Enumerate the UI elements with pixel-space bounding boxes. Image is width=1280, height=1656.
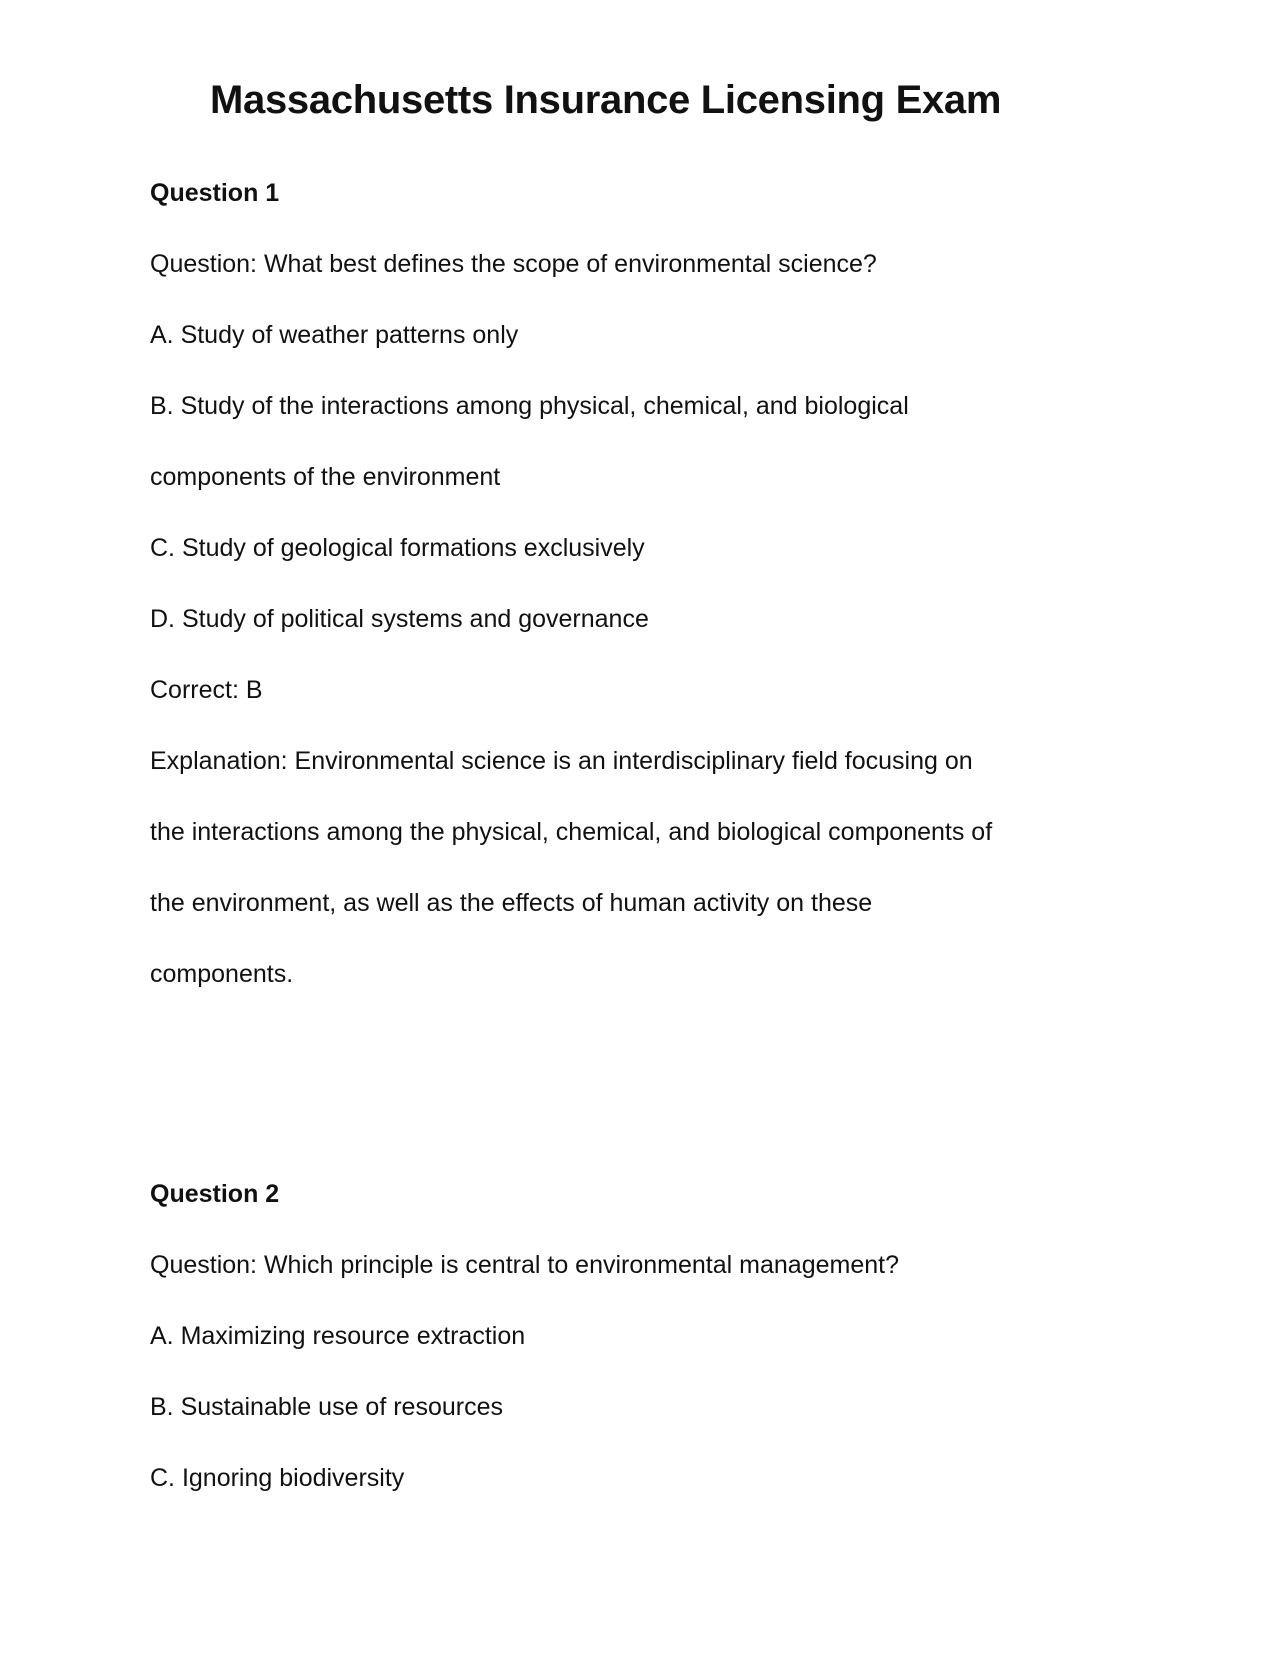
question-1-option-d: D. Study of political systems and governance (150, 605, 649, 633)
question-2-heading: Question 2 (150, 1180, 280, 1208)
question-2-option-c: C. Ignoring biodiversity (150, 1464, 405, 1492)
question-1-correct-answer: Correct: B (150, 676, 263, 704)
question-1-heading: Question 1 (150, 179, 280, 207)
question-1-explanation: Explanation: Environmental science is an interdisciplinary field focusing on (150, 747, 973, 775)
question-2-option-b: B. Sustainable use of resources (150, 1393, 503, 1421)
question-1-option-c: C. Study of geological formations exclusively (150, 534, 645, 562)
question-1-explanation-line-3: the environment, as well as the effects of human activity on these (150, 889, 873, 917)
question-1-option-b: B. Study of the interactions among physical, chemical, and biological (150, 392, 909, 420)
question-1-explanation-line-4: components. (150, 960, 294, 988)
page-title: Massachusetts Insurance Licensing Exam (210, 78, 1002, 122)
question-1-option-a: A. Study of weather patterns only (150, 321, 519, 349)
question-2-option-a: A. Maximizing resource extraction (150, 1322, 526, 1350)
question-1-prompt: Question: What best defines the scope of environmental science? (150, 250, 877, 278)
question-1-explanation-line-2: the interactions among the physical, chemical, and biological components of (150, 818, 993, 846)
question-2-prompt: Question: Which principle is central to environmental management? (150, 1251, 899, 1279)
question-1-option-b-continued: components of the environment (150, 463, 501, 491)
